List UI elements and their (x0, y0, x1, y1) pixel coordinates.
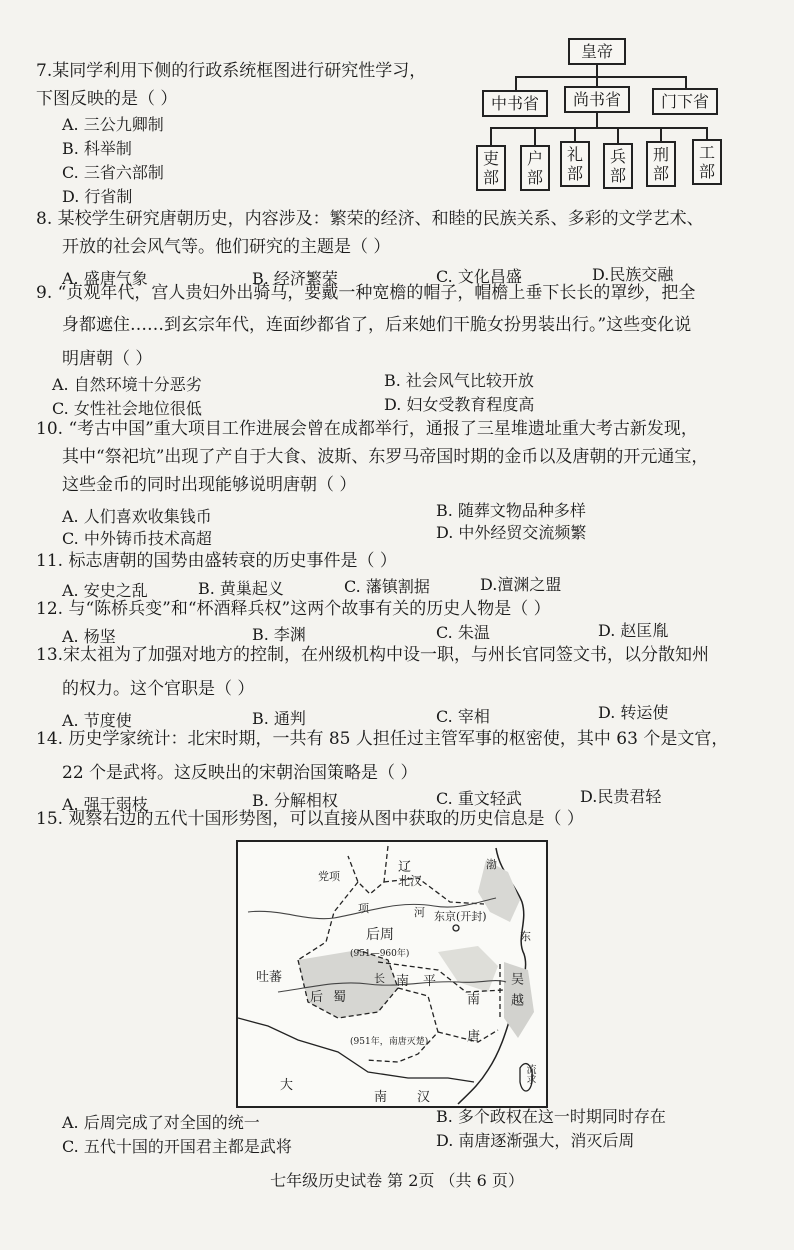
question-15-option-d: D. 南唐逐渐强大，消灭后周 (436, 1131, 635, 1150)
chart-connector (660, 127, 662, 141)
map-outline (238, 1018, 474, 1082)
question-7-option-c: C. 三省六部制 (62, 163, 164, 182)
map-label-houzhou-years: (951—960年) (350, 949, 410, 959)
question-13-option-a: A. 节度使 (62, 711, 132, 730)
map-label-nanhan: 南汉 (374, 1090, 461, 1105)
question-8-option-c: C. 文化昌盛 (436, 267, 522, 286)
question-15-option-b: B. 多个政权在这一时期同时存在 (436, 1107, 666, 1126)
question-8-option-d: D.民族交融 (592, 265, 674, 284)
chart-emperor-box (568, 38, 626, 65)
chart-connector (515, 76, 517, 90)
question-8-option-a: A. 盛唐气象 (62, 269, 148, 288)
question-9-option-b: B. 社会风气比较开放 (384, 371, 534, 390)
question-11-option-a: A. 安史之乱 (62, 581, 148, 600)
question-10-option-a: A. 人们喜欢收集钱币 (62, 507, 212, 526)
chart-connector (596, 113, 598, 127)
chart-ministry-box (476, 145, 506, 191)
question-13-stem: 的权力。这个官职是（ ） (62, 679, 255, 699)
map-label-nanping: 南平 (396, 974, 451, 989)
map-border (348, 846, 388, 894)
question-10-stem: 这些金币的同时出现能够说明唐朝（ ） (62, 475, 357, 495)
chart-connector (490, 127, 492, 145)
chart-ministry-box (646, 141, 676, 187)
chart-ministry-label: 工部 (698, 143, 715, 181)
map-drawing (238, 842, 548, 1108)
question-10-option-c: C. 中外铸币技术高超 (62, 529, 212, 548)
chart-province-label: 门下省 (660, 92, 709, 111)
map-label-he: 河 (414, 906, 425, 919)
map-label-dong: 东 (520, 930, 531, 943)
question-14-option-a: A. 强干弱枝 (62, 795, 148, 814)
question-8-option-b: B. 经济繁荣 (252, 269, 338, 288)
chart-province-label: 尚书省 (572, 90, 621, 109)
map-border (298, 882, 358, 960)
map-label-houzhou: 后周 (366, 927, 394, 943)
five-dynasties-map (236, 840, 548, 1108)
question-11-option-d: D.澶渊之盟 (480, 575, 562, 594)
question-8-stem: 开放的社会风气等。他们研究的主题是（ ） (62, 237, 391, 257)
map-label-xiang: 项 (358, 902, 369, 915)
question-12-option-b: B. 李渊 (252, 625, 306, 644)
chart-province-box (482, 90, 548, 117)
question-12-option-c: C. 朱温 (436, 623, 490, 642)
map-label-nantang: 南唐 (464, 992, 479, 1066)
chart-ministry-label: 刑部 (652, 145, 669, 183)
question-9-option-c: C. 女性社会地位很低 (52, 399, 202, 418)
question-9-option-a: A. 自然环境十分恶劣 (52, 375, 202, 394)
question-14-stem: 14. 历史学家统计：北宋时期，一共有 85 人担任过主管军事的枢密使，其中 63 个是文官， (36, 729, 729, 749)
chart-connector (574, 127, 576, 141)
question-9-stem: 9. “贞观年代，宫人贵妇外出骑马，要戴一种宽檐的帽子，帽檐上垂下长长的罩纱，把全 (36, 283, 696, 303)
map-label-nantang-note: (951年，南唐灭楚) (350, 1037, 429, 1047)
question-15-option-c: C. 五代十国的开国君主都是武将 (62, 1137, 292, 1156)
question-12-option-a: A. 杨坚 (62, 627, 116, 646)
chart-province-box (652, 88, 718, 115)
capital-marker (453, 925, 459, 931)
map-label-dongjing: 东京(开封) (434, 910, 487, 923)
map-label-beihan: 北汉 (398, 874, 423, 888)
chart-ministry-box (560, 141, 590, 187)
chart-connector (706, 127, 708, 139)
question-12-option-d: D. 赵匡胤 (598, 621, 669, 640)
map-label-liao: 辽 (398, 860, 412, 875)
chart-connector (490, 127, 708, 129)
chart-ministry-label: 兵部 (609, 147, 626, 185)
question-15-option-a: A. 后周完成了对全国的统一 (62, 1113, 260, 1132)
question-13-option-d: D. 转运使 (598, 703, 669, 722)
question-10-stem: 10. “考古中国”重大项目工作进展会曾在成都举行，通报了三星堆遗址重大考古新发现， (36, 419, 698, 439)
chart-connector (596, 76, 598, 86)
question-11-stem: 11. 标志唐朝的国势由盛转衰的历史事件是（ ） (36, 551, 397, 571)
question-12-stem: 12. 与“陈桥兵变”和“杯酒释兵权”这两个故事有关的历史人物是（ ） (36, 599, 551, 619)
question-7-option-d: D. 行省制 (62, 187, 133, 206)
map-label-wuyue: 吴越 (508, 972, 523, 1014)
question-10-option-b: B. 随葬文物品种多样 (436, 501, 586, 520)
map-label-tubo: 吐蕃 (256, 970, 283, 985)
question-13-option-b: B. 通判 (252, 709, 306, 728)
map-label-dangxiang: 党项 (318, 870, 340, 883)
chart-province-box (564, 86, 630, 113)
question-9-stem: 明唐朝（ ） (62, 349, 153, 369)
page-footer: 七年级历史试卷 第 2页 （共 6 页） (270, 1171, 524, 1190)
chart-connector (617, 127, 619, 143)
question-10-stem: 其中“祭祀坑”出现了产自于大食、波斯、东罗马帝国时期的金币以及唐朝的开元通宝， (62, 447, 709, 467)
chart-connector (596, 65, 598, 76)
question-7-option-a: A. 三公九卿制 (62, 115, 164, 134)
question-14-option-c: C. 重文轻武 (436, 789, 522, 808)
chart-connector (534, 127, 536, 145)
question-7-stem: 7.某同学利用下侧的行政系统框图进行研究性学习， (36, 61, 427, 81)
question-8-stem: 8. 某校学生研究唐朝历史，内容涉及：繁荣的经济、和睦的民族关系、多彩的文学艺术、 (36, 209, 704, 229)
question-9-stem: 身都遮住……到玄宗年代，连面纱都省了，后来她们干脆女扮男装出行。”这些变化说 (62, 315, 692, 335)
question-14-option-b: B. 分解相权 (252, 791, 338, 810)
chart-province-label: 中书省 (490, 94, 539, 113)
map-label-dali: 大 (280, 1078, 294, 1093)
chart-ministry-label: 礼部 (566, 145, 583, 183)
chart-connector (685, 76, 687, 88)
map-label-houshu: 后蜀 (310, 990, 357, 1005)
map-label-bo: 渤 (486, 858, 497, 871)
question-7-option-b: B. 科举制 (62, 139, 132, 158)
chart-connector (515, 76, 687, 78)
question-11-option-c: C. 藩镇割据 (344, 577, 430, 596)
chart-emperor-label: 皇帝 (580, 42, 613, 61)
question-13-stem: 13.宋太祖为了加强对地方的控制，在州级机构中设一职，与州长官同签文书，以分散知州 (36, 645, 710, 665)
question-7-stem: 下图反映的是（ ） (36, 89, 178, 109)
chart-ministry-box (692, 139, 722, 185)
question-9-option-d: D. 妇女受教育程度高 (384, 395, 535, 414)
chart-ministry-label: 户部 (526, 149, 543, 187)
question-10-option-d: D. 中外经贸交流频繁 (436, 523, 587, 542)
chart-ministry-box (520, 145, 550, 191)
question-14-stem: 22 个是武将。这反映出的宋朝治国策略是（ ） (62, 763, 418, 783)
question-11-option-b: B. 黄巢起义 (198, 579, 284, 598)
question-13-option-c: C. 宰相 (436, 707, 490, 726)
map-label-chang: 长 (374, 972, 385, 985)
question-15-stem: 15. 观察右边的五代十国形势图，可以直接从图中获取的历史信息是（ ） (36, 809, 584, 829)
chart-ministry-box (603, 143, 633, 189)
chart-ministry-label: 吏部 (482, 149, 499, 187)
map-label-liuqiu: 流求 (524, 1064, 535, 1084)
question-14-option-d: D.民贵君轻 (580, 787, 662, 806)
